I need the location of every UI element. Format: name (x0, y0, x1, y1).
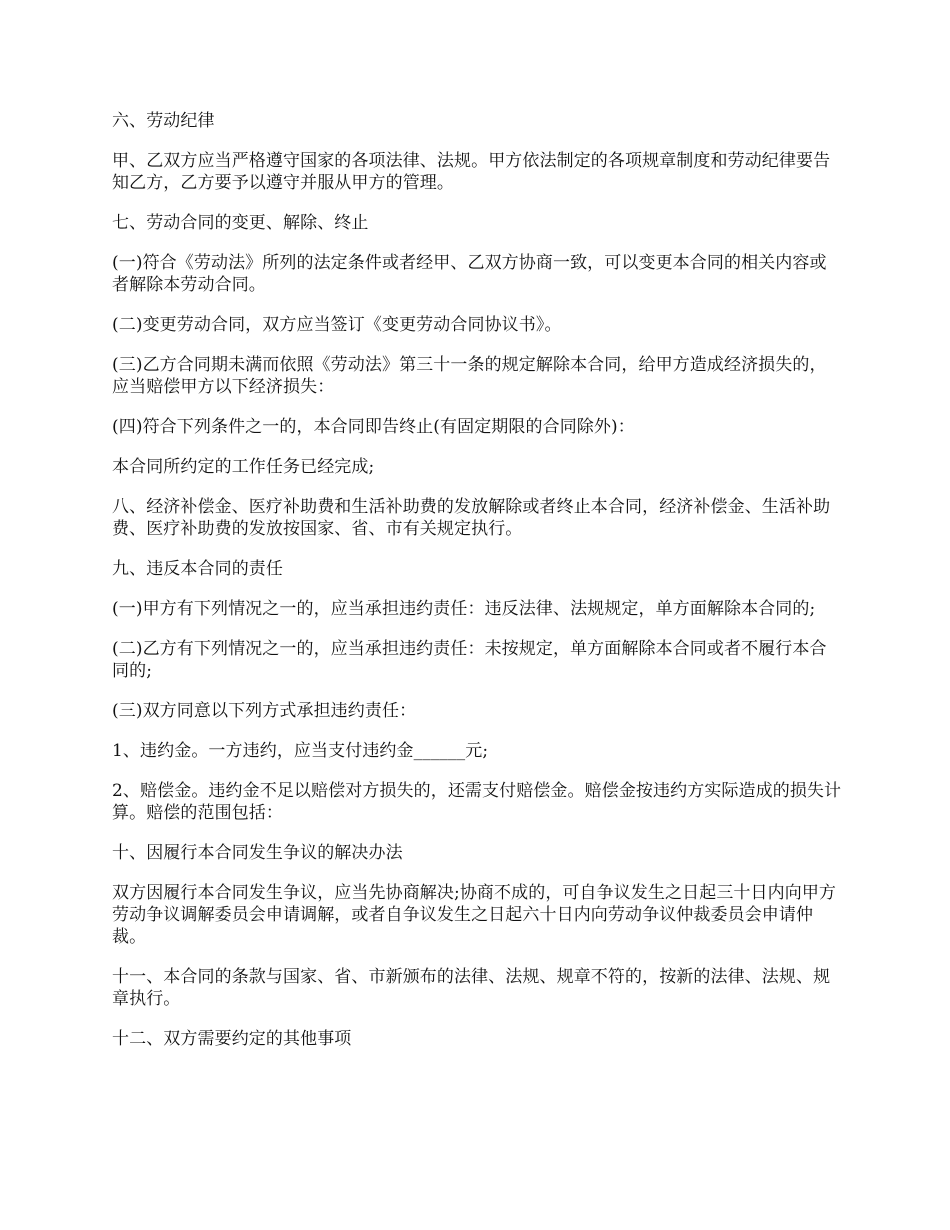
paragraph-clause-2: (二)变更劳动合同，双方应当签订《变更劳动合同协议书》。 (112, 315, 562, 335)
section-heading-other-matters: 十二、双方需要约定的其他事项 (112, 1029, 352, 1049)
paragraph-liability-party-b: (二)乙方有下列情况之一的，应当承担违约责任：未按规定，单方面解除本合同或者不履行本合同的; (112, 639, 827, 681)
paragraph-liability-methods: (三)双方同意以下列方式承担违约责任： (112, 701, 417, 721)
paragraph-liability-party-a: (一)甲方有下列情况之一的，应当承担违约责任：违反法律、法规规定，单方面解除本合同的; (112, 599, 816, 619)
paragraph-damages: 2、赔偿金。违约金不足以赔偿对方损失的，还需支付赔偿金。赔偿金按违约方实际造成的损失计算。赔偿的范围包括： (112, 781, 842, 823)
paragraph-clause-4: (四)符合下列条件之一的，本合同即告终止(有固定期限的合同除外)： (112, 417, 635, 437)
paragraph-penalty: 1、违约金。一方违约，应当支付违约金______元; (112, 741, 489, 761)
section-heading-contract-change: 七、劳动合同的变更、解除、终止 (112, 213, 369, 233)
paragraph-new-laws: 十一、本合同的条款与国家、省、市新颁布的法律、法规、规章不符的，按新的法律、法规、规章执行。 (112, 967, 831, 1009)
section-heading-dispute: 十、因履行本合同发生争议的解决办法 (112, 843, 403, 863)
paragraph-clause-1: (一)符合《劳动法》所列的法定条件或者经甲、乙双方协商一致，可以变更本合同的相关内容或者解除本劳动合同。 (112, 253, 827, 295)
document-body (112, 110, 842, 1068)
paragraph-labor-discipline: 甲、乙双方应当严格遵守国家的各项法律、法规。甲方依法制定的各项规章制度和劳动纪律要告知乙方，乙方要予以遵守并服从甲方的管理。 (112, 151, 831, 193)
paragraph-task-completed: 本合同所约定的工作任务已经完成; (112, 457, 375, 477)
section-heading-labor-discipline: 六、劳动纪律 (112, 111, 215, 131)
paragraph-dispute: 双方因履行本合同发生争议，应当先协商解决;协商不成的，可自争议发生之日起三十日内向甲方劳动争议调解委员会申请调解，或者自争议发生之日起六十日内向劳动争议仲裁委员会申请仲裁。 (112, 883, 837, 947)
section-heading-liability: 九、违反本合同的责任 (112, 559, 283, 579)
section-heading-compensation: 八、经济补偿金、医疗补助费和生活补助费的发放解除或者终止本合同，经济补偿金、生活补助费、医疗补助费的发放按国家、省、市有关规定执行。 (112, 497, 831, 539)
paragraph-clause-3: (三)乙方合同期未满而依照《劳动法》第三十一条的规定解除本合同，给甲方造成经济损失的，应当赔偿甲方以下经济损失： (112, 355, 827, 397)
